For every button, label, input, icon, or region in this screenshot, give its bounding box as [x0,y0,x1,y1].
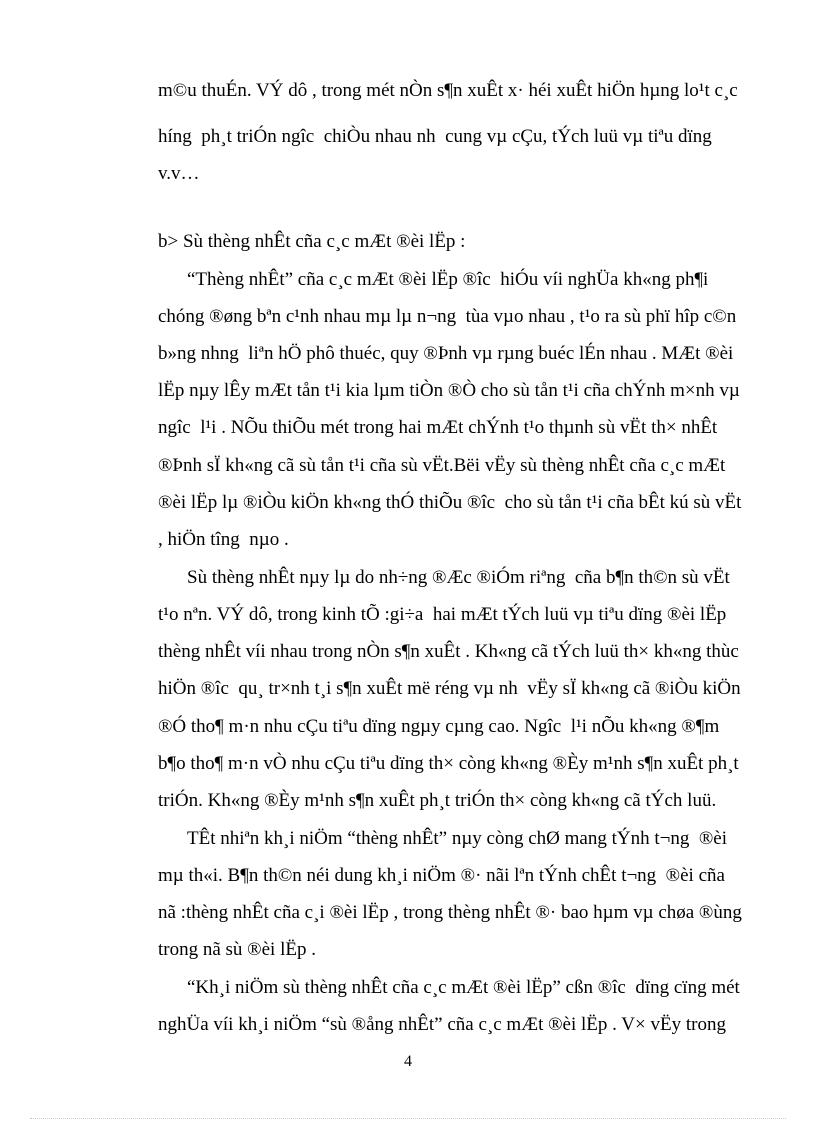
line-text: b¶o tho¶ m·n vÒ nhu cÇu tiªu dïng th× còng kh«ng ®Èy m¹nh s¶n xuÊt ph¸t [158,753,739,774]
line-text: “Kh¸i niÖm sù thèng nhÊt cña c¸c mÆt ®èi lËp” cßn ®îc dïng cïng mét [187,977,740,998]
line-text: t¹o nªn. VÝ dô, trong kinh tÕ :gi÷a hai mÆt tÝch luü vµ tiªu dïng ®èi lËp [158,604,727,625]
line-text: ®Þnh sÏ kh«ng cã sù tån t¹i cña sù vËt.Bëi vËy sù thèng nhÊt cña c¸c mÆt [158,455,726,476]
line-text: ®Ó tho¶ m·n nhu cÇu tiªu dïng ngµy cµng cao. Ngîc l¹i nÕu kh«ng ®¶m [158,716,720,737]
line-text: “Thèng nhÊt” cña c¸c mÆt ®èi lËp ®îc hiÓu víi nghÜa kh«ng ph¶i [187,269,709,290]
line-text: v.v… [158,163,200,184]
line-text: m©u thuÉn. VÝ dô , trong mét nÒn s¶n xuÊt x· héi xuÊt hiÖn hµng lo¹t c¸c [158,80,738,101]
line-text: híng ph¸t triÓn ngîc chiÒu nhau nh cung vµ cÇu, tÝch luü vµ tiªu dïng [158,126,712,147]
line-text: trong nã sù ®èi lËp . [158,939,316,960]
line-text: hiÖn ®îc qu¸ tr×nh t¸i s¶n xuÊt më réng vµ nh vËy sÏ kh«ng cã ®iÒu kiÖn [158,678,741,699]
line-text: mµ th«i. B¶n th©n néi dung kh¸i niÖm ®· nãi lªn tÝnh chÊt t¬ng ®èi cña [158,865,725,886]
line-text: nã :thèng nhÊt cña c¸i ®èi lËp , trong thèng nhÊt ®· bao hµm vµ chøa ®ùng [158,902,742,923]
heading-text: b> Sù thèng nhÊt cña c¸c mÆt ®èi lËp : [158,231,466,252]
page-number: 4 [404,1053,412,1070]
line-text: ngîc l¹i . NÕu thiÕu mét trong hai mÆt chÝnh t¹o thµnh sù vËt th× nhÊt [158,417,718,438]
line-text: nghÜa víi kh¸i niÖm “sù ®ång nhÊt” cña c¸c mÆt ®èi lËp . V× vËy trong [158,1014,726,1035]
line-text: b»ng nhng liªn hÖ phô thuéc, quy ®Þnh vµ rµng buéc lÉn nhau . MÆt ®èi [158,343,734,364]
line-text: ®èi lËp lµ ®iÒu kiÖn kh«ng thÓ thiÕu ®îc cho sù tån t¹i cña bÊt kú sù vËt [158,492,742,513]
line-text: chóng ®øng bªn c¹nh nhau mµ lµ n¬ng tùa vµo nhau , t¹o ra sù phï hîp c©n [158,306,737,327]
line-text: thèng nhÊt víi nhau trong nÒn s¶n xuÊt . Kh«ng cã tÝch luü th× kh«ng thùc [158,641,739,662]
line-text: lËp nµy lÊy mÆt tån t¹i kia lµm tiÒn ®Ò cho sù tån t¹i cña chÝnh m×nh vµ [158,380,740,401]
page-bottom-divider [30,1118,786,1119]
line-text: , hiÖn tîng nµo . [158,529,289,550]
line-text: triÓn. Kh«ng ®Èy m¹nh s¶n xuÊt ph¸t triÓn th× còng kh«ng cã tÝch luü. [158,790,717,811]
line-text: Sù thèng nhÊt nµy lµ do nh÷ng ®Æc ®iÓm riªng cña b¶n th©n sù vËt [187,567,730,588]
line-text: TÊt nhiªn kh¸i niÖm “thèng nhÊt” nµy còng chØ mang tÝnh t¬ng ®èi [187,828,727,849]
